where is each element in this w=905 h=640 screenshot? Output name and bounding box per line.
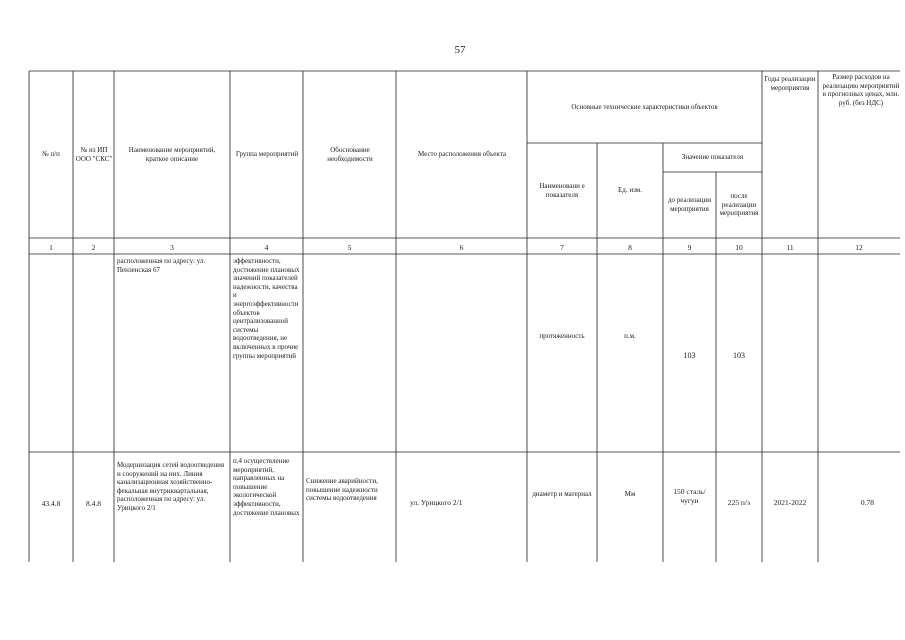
col-number-4: 4 bbox=[264, 242, 269, 252]
header-col-place: Место расположения объекта bbox=[418, 150, 506, 159]
row2-number: 43.4.8 bbox=[41, 499, 61, 508]
col-number-11: 11 bbox=[786, 242, 794, 252]
row2-indicator: диаметр и материал bbox=[532, 490, 592, 498]
col-number-6: 6 bbox=[459, 242, 464, 252]
row1-description: расположенная по адресу: ул. Пензенская 67 bbox=[117, 257, 206, 274]
header-col-cost: Размер расходов на реализацию мероприятий в прогнозных ценах, млн. руб. (без НДС) bbox=[822, 73, 900, 107]
header-col-number: № п/п bbox=[42, 150, 60, 159]
row2-place: ул. Урицкого 2/1 bbox=[410, 498, 463, 507]
header-col-description: Наименование мероприятий, краткое описание bbox=[128, 145, 216, 163]
col-number-1: 1 bbox=[49, 242, 53, 252]
header-col-years: Годы реализации мероприятия bbox=[764, 75, 816, 92]
header-values: Значение показателя bbox=[681, 153, 744, 162]
row2-group: п.4 осуществление мероприятий, направленных на повышение экологической эффективности, достижение плановых bbox=[233, 457, 300, 517]
row2-cost: 0.78 bbox=[860, 498, 874, 507]
col-number-2: 2 bbox=[91, 242, 96, 252]
row2-unit: Мм bbox=[624, 490, 636, 498]
header-col-ip: № из ИП ООО "СКС" bbox=[75, 145, 113, 163]
col-number-12: 12 bbox=[855, 242, 863, 252]
row1-indicator: протяженность bbox=[539, 332, 585, 340]
header-col-reason: Обоснование необходимости bbox=[327, 145, 373, 163]
header-col-indicator: Наименовани е показателя bbox=[539, 181, 585, 199]
header-col-group: Группа мероприятий bbox=[235, 150, 299, 159]
row2-years: 2021-2022 bbox=[773, 498, 807, 507]
row1-unit: п.м. bbox=[624, 332, 636, 340]
col-number-10: 10 bbox=[735, 242, 743, 252]
header-tech-characteristics: Основные технические характеристики объектов bbox=[571, 102, 718, 111]
row2-before: 150 сталь/чугун bbox=[673, 487, 706, 505]
col-number-3: 3 bbox=[170, 242, 174, 252]
row1-after: 103 bbox=[733, 351, 745, 360]
row1-group: эффективности, достижение плановых значений показателей надежности, качества и энергоэффективности объектов централизованной системы водоотведения, не включенных в прочие группы мероприятий bbox=[233, 257, 300, 360]
col-number-5: 5 bbox=[347, 242, 352, 252]
row2-description: Модернизация сетей водоотведения и сооружений на них. Линия канализационная хозяйственно-фекальная внутриквартальная, расположенная по адресу: ул. Урицкого 2/1 bbox=[117, 461, 225, 512]
col-number-8: 8 bbox=[628, 242, 632, 252]
col-number-9: 9 bbox=[687, 242, 692, 252]
header-col-after: после реализации мероприятия bbox=[719, 192, 759, 218]
header-col-unit: Ед. изм. bbox=[618, 186, 642, 195]
row2-reason: Снижение аварийности, повышение надежности системы водоотведения bbox=[306, 477, 378, 503]
page-number: 57 bbox=[454, 44, 466, 56]
row2-ip-number: 8.4.8 bbox=[86, 499, 101, 508]
header-col-before: до реализации мероприятия bbox=[667, 196, 712, 213]
row1-before: 103 bbox=[683, 351, 696, 360]
row2-after: 225 п/э bbox=[727, 498, 751, 507]
col-number-7: 7 bbox=[560, 242, 564, 252]
